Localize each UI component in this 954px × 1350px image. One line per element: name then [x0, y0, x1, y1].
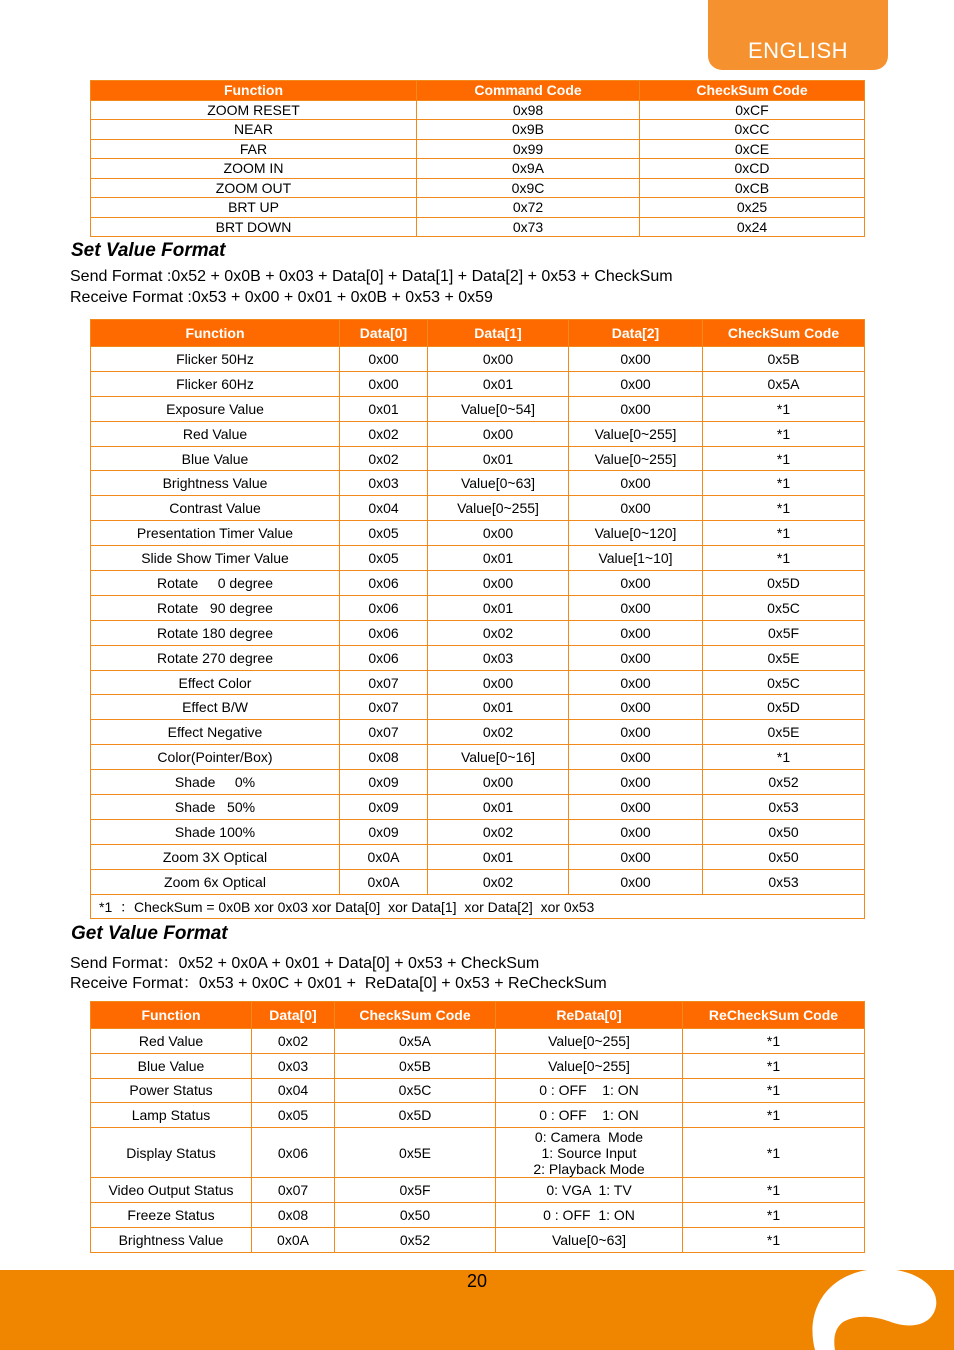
table-row — [91, 396, 865, 421]
table-cell: 0x02 — [340, 421, 428, 446]
table-row — [91, 745, 865, 770]
table-cell: 0x01 — [428, 446, 569, 471]
table-row — [91, 1227, 865, 1252]
table-cell: 0x06 — [340, 595, 428, 620]
table-cell: *1 — [683, 1227, 865, 1252]
get-send-format: Send Format：0x52 + 0x0A + 0x01 + Data[0] + 0x53 + CheckSum — [70, 955, 540, 972]
get-value-table — [90, 1001, 865, 1253]
table-cell: BRT DOWN — [91, 217, 417, 237]
table-row — [91, 1078, 865, 1103]
table-cell: 0x01 — [340, 396, 428, 421]
table-cell: 0xCF — [640, 100, 865, 120]
table-cell: 0x00 — [569, 571, 703, 596]
table-cell: 0x00 — [428, 521, 569, 546]
table-cell: Red Value — [91, 1029, 252, 1054]
table-cell: ZOOM RESET — [91, 100, 417, 120]
table-cell: 0x01 — [428, 595, 569, 620]
table-cell: *1 — [683, 1202, 865, 1227]
table-cell: 0x02 — [428, 720, 569, 745]
table-cell: Effect Negative — [91, 720, 340, 745]
table-cell: 0x0A — [340, 869, 428, 894]
table-cell: 0x02 — [428, 819, 569, 844]
table-cell: 0x00 — [569, 645, 703, 670]
table-row — [91, 198, 865, 218]
table-cell: 0x05 — [252, 1103, 335, 1128]
table-cell: 0x00 — [428, 571, 569, 596]
table-cell: Shade 0% — [91, 770, 340, 795]
table-cell: 0x06 — [340, 645, 428, 670]
table-cell: 0x07 — [340, 695, 428, 720]
table-cell: 0x00 — [569, 471, 703, 496]
table-row — [91, 446, 865, 471]
get-receive-format: Receive Format：0x53 + 0x0C + 0x01 + ReData[0] + 0x53 + ReCheckSum — [70, 975, 607, 992]
checksum-note: *1 ：CheckSum = 0x0B xor 0x03 xor Data[0] xor Data[1] xor Data[2] xor 0x53 — [91, 894, 865, 919]
table-cell: 0xCC — [640, 120, 865, 140]
table-row — [91, 844, 865, 869]
table-cell: *1 — [683, 1128, 865, 1178]
table-cell: 0x00 — [569, 496, 703, 521]
table-cell: 0x00 — [569, 745, 703, 770]
column-header: Data[2] — [569, 320, 703, 347]
table-row — [91, 695, 865, 720]
table-cell: 0x09 — [340, 770, 428, 795]
table-cell: Lamp Status — [91, 1103, 252, 1128]
language-tab — [708, 0, 888, 70]
table-cell: 0x00 — [428, 421, 569, 446]
table-cell: 0x5D — [335, 1103, 496, 1128]
table-cell: 0x00 — [569, 396, 703, 421]
table-cell: 0x5B — [335, 1053, 496, 1078]
table-cell: 0x00 — [428, 770, 569, 795]
table-cell: 0: VGA 1: TV — [496, 1178, 683, 1203]
table-cell: Shade 50% — [91, 795, 340, 820]
language-label: ENGLISH — [747, 38, 849, 63]
table-cell: 0x00 — [569, 770, 703, 795]
table-cell: 0x03 — [252, 1053, 335, 1078]
column-header: Command Code — [417, 81, 640, 101]
table-cell: Red Value — [91, 421, 340, 446]
table-header-row — [91, 320, 865, 347]
table-cell: BRT UP — [91, 198, 417, 218]
table-cell: *1 — [683, 1103, 865, 1128]
table-cell: 0x08 — [340, 745, 428, 770]
table-cell: 0 : OFF 1: ON — [496, 1078, 683, 1103]
table-cell: 0x98 — [417, 100, 640, 120]
table-row — [91, 139, 865, 159]
table-cell: 0x08 — [252, 1202, 335, 1227]
table-cell: Zoom 3X Optical — [91, 844, 340, 869]
table-cell: *1 — [703, 521, 865, 546]
table-row — [91, 770, 865, 795]
table-cell: 0x50 — [703, 819, 865, 844]
table-cell: Value[0~63] — [496, 1227, 683, 1252]
table-cell: Value[0~120] — [569, 521, 703, 546]
table-cell: *1 — [683, 1078, 865, 1103]
table-cell: NEAR — [91, 120, 417, 140]
table-cell: *1 — [683, 1178, 865, 1203]
table-cell: 0x06 — [340, 571, 428, 596]
table-cell: 0x06 — [252, 1128, 335, 1178]
table-cell: 0x01 — [428, 546, 569, 571]
table-cell: 0x00 — [569, 371, 703, 396]
table-row — [91, 1128, 865, 1178]
table-cell: Value[0~255] — [496, 1029, 683, 1054]
table-cell: 0x5A — [335, 1029, 496, 1054]
table-cell: Value[0~63] — [428, 471, 569, 496]
table-cell: *1 — [703, 396, 865, 421]
table-cell: ZOOM OUT — [91, 178, 417, 198]
column-header: CheckSum Code — [335, 1002, 496, 1029]
table-cell: 0xCE — [640, 139, 865, 159]
table-cell: 0x07 — [340, 720, 428, 745]
set-value-table — [90, 319, 865, 919]
table-cell: Color(Pointer/Box) — [91, 745, 340, 770]
table-cell: 0x5E — [703, 720, 865, 745]
table-row — [91, 1178, 865, 1203]
table-cell: 0x5D — [703, 695, 865, 720]
table-row — [91, 371, 865, 396]
table-cell: 0x00 — [428, 347, 569, 372]
table-note-row — [91, 894, 865, 919]
table-cell: 0x52 — [703, 770, 865, 795]
table-cell: Presentation Timer Value — [91, 521, 340, 546]
table-cell: FAR — [91, 139, 417, 159]
column-header: Function — [91, 81, 417, 101]
table-row — [91, 645, 865, 670]
table-cell: Effect B/W — [91, 695, 340, 720]
table-cell: Value[0~255] — [496, 1053, 683, 1078]
table-cell: 0x5C — [703, 595, 865, 620]
get-value-heading: Get Value Format — [71, 923, 228, 944]
table-cell: 0 : OFF 1: ON — [496, 1103, 683, 1128]
table-cell: 0x03 — [428, 645, 569, 670]
table-cell: Display Status — [91, 1128, 252, 1178]
table-cell: 0x5D — [703, 571, 865, 596]
table-row — [91, 1029, 865, 1054]
column-header: CheckSum Code — [640, 81, 865, 101]
column-header: Function — [91, 1002, 252, 1029]
table-cell: 0x02 — [252, 1029, 335, 1054]
table-row — [91, 1202, 865, 1227]
table-cell: 0 : OFF 1: ON — [496, 1202, 683, 1227]
table-row — [91, 546, 865, 571]
table-cell: 0x02 — [428, 620, 569, 645]
table-cell: 0: Camera Mode 1: Source Input 2: Playback Mode — [496, 1128, 683, 1178]
table-cell: ZOOM IN — [91, 159, 417, 179]
table-cell: Rotate 0 degree — [91, 571, 340, 596]
table-cell: 0x5A — [703, 371, 865, 396]
table-cell: 0x00 — [340, 371, 428, 396]
table-header-row — [91, 1002, 865, 1029]
table-cell: 0x73 — [417, 217, 640, 237]
table-cell: 0x00 — [569, 670, 703, 695]
table-cell: 0xCB — [640, 178, 865, 198]
table-row — [91, 178, 865, 198]
table-cell: Value[0~16] — [428, 745, 569, 770]
column-header: Data[1] — [428, 320, 569, 347]
table-cell: 0x50 — [703, 844, 865, 869]
table-row — [91, 1053, 865, 1078]
table-cell: Power Status — [91, 1078, 252, 1103]
table-cell: Value[0~255] — [569, 446, 703, 471]
table-cell: 0x9C — [417, 178, 640, 198]
table-cell: 0x9B — [417, 120, 640, 140]
table-cell: 0x01 — [428, 795, 569, 820]
table-cell: 0x99 — [417, 139, 640, 159]
table-cell: 0x25 — [640, 198, 865, 218]
table-cell: 0x5F — [335, 1178, 496, 1203]
table-cell: Value[0~255] — [569, 421, 703, 446]
table-cell: 0x72 — [417, 198, 640, 218]
table-cell: 0x05 — [340, 546, 428, 571]
table-cell: 0x02 — [340, 446, 428, 471]
table-cell: 0x9A — [417, 159, 640, 179]
table-header-row — [91, 81, 865, 101]
table-cell: 0x00 — [569, 347, 703, 372]
table-row — [91, 159, 865, 179]
column-header: Function — [91, 320, 340, 347]
table-row — [91, 620, 865, 645]
table-cell: 0x09 — [340, 819, 428, 844]
table-row — [91, 496, 865, 521]
table-cell: 0x00 — [569, 844, 703, 869]
table-cell: 0x01 — [428, 844, 569, 869]
table-row — [91, 869, 865, 894]
table-cell: *1 — [703, 745, 865, 770]
column-header: ReData[0] — [496, 1002, 683, 1029]
table-cell: 0x01 — [428, 371, 569, 396]
table-row — [91, 471, 865, 496]
table-cell: Flicker 50Hz — [91, 347, 340, 372]
table-cell: *1 — [683, 1053, 865, 1078]
table-row — [91, 217, 865, 237]
table-cell: 0xCD — [640, 159, 865, 179]
table-cell: 0x5C — [703, 670, 865, 695]
table-row — [91, 670, 865, 695]
column-header: Data[0] — [340, 320, 428, 347]
table-row — [91, 347, 865, 372]
table-row — [91, 571, 865, 596]
table-cell: 0x00 — [569, 720, 703, 745]
table-cell: 0x24 — [640, 217, 865, 237]
table-cell: 0x53 — [703, 795, 865, 820]
table-row — [91, 595, 865, 620]
table-row — [91, 100, 865, 120]
table-row — [91, 1103, 865, 1128]
table-cell: Value[0~54] — [428, 396, 569, 421]
table-cell: Blue Value — [91, 446, 340, 471]
table-cell: Brightness Value — [91, 471, 340, 496]
table-cell: 0x07 — [340, 670, 428, 695]
command-code-table — [90, 80, 865, 237]
table-cell: 0x09 — [340, 795, 428, 820]
table-cell: Rotate 90 degree — [91, 595, 340, 620]
table-cell: 0x00 — [569, 795, 703, 820]
column-header: CheckSum Code — [703, 320, 865, 347]
table-cell: 0x00 — [340, 347, 428, 372]
table-cell: 0x00 — [569, 620, 703, 645]
table-cell: 0x07 — [252, 1178, 335, 1203]
table-cell: Value[0~255] — [428, 496, 569, 521]
table-cell: 0x52 — [335, 1227, 496, 1252]
table-cell: 0x01 — [428, 695, 569, 720]
table-cell: *1 — [703, 446, 865, 471]
table-cell: 0x5B — [703, 347, 865, 372]
table-cell: Zoom 6x Optical — [91, 869, 340, 894]
table-cell: Video Output Status — [91, 1178, 252, 1203]
table-cell: Blue Value — [91, 1053, 252, 1078]
table-cell: 0x53 — [703, 869, 865, 894]
table-cell: 0x5E — [703, 645, 865, 670]
table-cell: 0x5E — [335, 1128, 496, 1178]
table-cell: 0x00 — [428, 670, 569, 695]
table-cell: *1 — [683, 1029, 865, 1054]
column-header: Data[0] — [252, 1002, 335, 1029]
table-cell: *1 — [703, 421, 865, 446]
table-cell: *1 — [703, 546, 865, 571]
table-cell: 0x00 — [569, 695, 703, 720]
table-cell: 0x00 — [569, 819, 703, 844]
table-cell: 0x00 — [569, 595, 703, 620]
table-cell: Freeze Status — [91, 1202, 252, 1227]
set-receive-format: Receive Format :0x53 + 0x00 + 0x01 + 0x0B + 0x53 + 0x59 — [70, 289, 493, 306]
table-cell: *1 — [703, 496, 865, 521]
table-cell: Contrast Value — [91, 496, 340, 521]
brand-swirl-icon — [805, 1262, 954, 1350]
table-cell: 0x0A — [252, 1227, 335, 1252]
table-cell: Shade 100% — [91, 819, 340, 844]
table-cell: 0x02 — [428, 869, 569, 894]
table-cell: Rotate 180 degree — [91, 620, 340, 645]
table-cell: 0x50 — [335, 1202, 496, 1227]
table-cell: 0x5C — [335, 1078, 496, 1103]
table-row — [91, 795, 865, 820]
column-header: ReCheckSum Code — [683, 1002, 865, 1029]
table-cell: 0x06 — [340, 620, 428, 645]
table-cell: 0x00 — [569, 869, 703, 894]
table-cell: *1 — [703, 471, 865, 496]
table-cell: 0x03 — [340, 471, 428, 496]
table-row — [91, 819, 865, 844]
table-cell: 0x0A — [340, 844, 428, 869]
set-value-heading: Set Value Format — [71, 240, 226, 261]
table-cell: 0x5F — [703, 620, 865, 645]
table-row — [91, 421, 865, 446]
table-cell: 0x05 — [340, 521, 428, 546]
table-cell: Effect Color — [91, 670, 340, 695]
table-cell: Value[1~10] — [569, 546, 703, 571]
table-cell: Flicker 60Hz — [91, 371, 340, 396]
table-cell: 0x04 — [340, 496, 428, 521]
page-number: 20 — [466, 1271, 488, 1291]
table-cell: 0x04 — [252, 1078, 335, 1103]
table-cell: Slide Show Timer Value — [91, 546, 340, 571]
table-row — [91, 521, 865, 546]
table-cell: Exposure Value — [91, 396, 340, 421]
table-row — [91, 720, 865, 745]
set-send-format: Send Format :0x52 + 0x0B + 0x03 + Data[0] + Data[1] + Data[2] + 0x53 + CheckSum — [70, 268, 673, 285]
table-row — [91, 120, 865, 140]
table-cell: Brightness Value — [91, 1227, 252, 1252]
table-cell: Rotate 270 degree — [91, 645, 340, 670]
